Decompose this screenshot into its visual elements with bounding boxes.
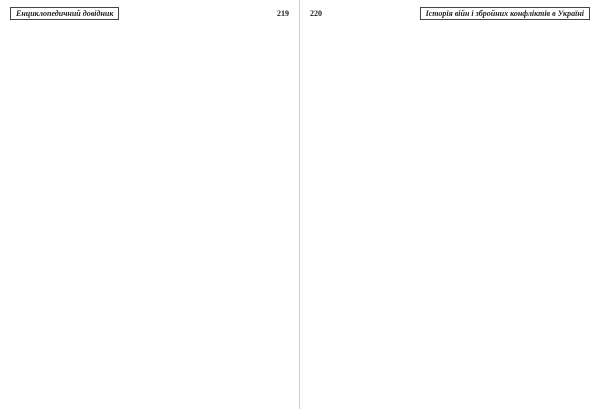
left-page-title: Енциклопедичний довідник: [10, 7, 119, 20]
right-page-number: 220: [310, 8, 322, 18]
right-page: [300, 0, 600, 409]
right-page-title: Історія війн і збройних конфліктів в Україні: [420, 7, 590, 20]
right-page-header: [310, 6, 590, 20]
left-page-number: 219: [277, 8, 289, 18]
left-page-header: [10, 6, 289, 20]
